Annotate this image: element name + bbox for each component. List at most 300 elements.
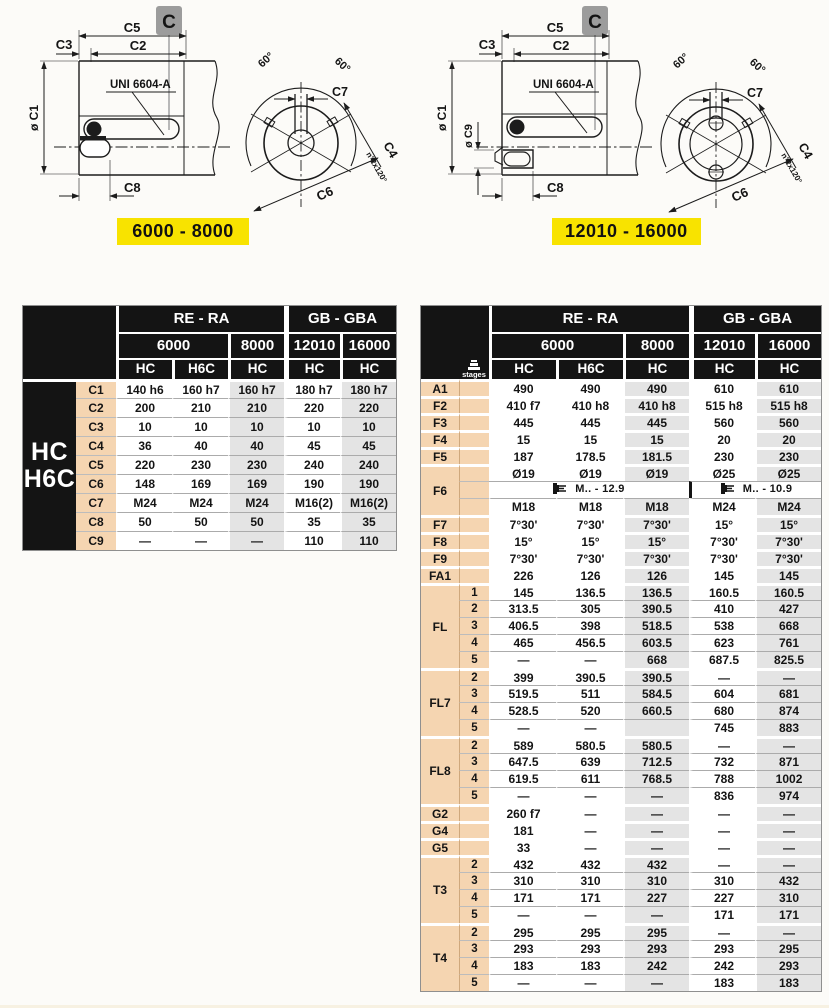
value-cell: 45	[284, 436, 340, 455]
row-label: F5	[421, 447, 459, 464]
size-header: 8000	[228, 332, 284, 358]
value-cell: 36	[116, 436, 172, 455]
value-cell: 432	[556, 855, 623, 872]
table-corner	[23, 306, 116, 379]
value-cell: 50	[116, 512, 172, 531]
value-cell: 668	[623, 651, 689, 668]
value-cell: 160.5	[689, 583, 755, 600]
row-label: C6	[76, 474, 116, 493]
stage-cell	[459, 532, 489, 549]
table-row	[421, 923, 821, 940]
table-row	[23, 379, 396, 398]
section-tag: C	[588, 12, 602, 33]
row-label: FL	[421, 583, 459, 668]
value-cell: 490	[556, 379, 623, 396]
table-row	[421, 651, 821, 668]
value-cell: 1002	[755, 770, 821, 787]
size-range-caption: 6000 - 8000	[117, 218, 249, 245]
value-cell: 313.5	[489, 600, 556, 617]
value-cell: Ø25	[689, 464, 755, 481]
value-cell: 611	[556, 770, 623, 787]
value-cell: M24	[172, 493, 228, 512]
value-cell: Ø19	[556, 464, 623, 481]
row-label: F4	[421, 430, 459, 447]
dim-note-c4: n°2x120°	[364, 150, 389, 185]
value-cell: 681	[755, 685, 821, 702]
row-label: A1	[421, 379, 459, 396]
value-cell: 171	[689, 906, 755, 923]
size-range-caption: 12010 - 16000	[552, 218, 701, 245]
table-row	[421, 481, 821, 498]
value-cell: —	[556, 804, 623, 821]
variant-header: HC	[489, 358, 556, 379]
keyway-standard-label: UNI 6604-A	[533, 79, 594, 91]
dim-label-c3: C3	[478, 37, 496, 52]
table-row	[23, 455, 396, 474]
row-label: G5	[421, 838, 459, 855]
value-cell: 410 f7	[489, 396, 556, 413]
value-cell: —	[755, 923, 821, 940]
row-label: FL8	[421, 736, 459, 804]
value-cell: 310	[689, 872, 755, 889]
value-cell: —	[689, 838, 755, 855]
table-row	[421, 396, 821, 413]
value-cell: 160 h7	[228, 379, 284, 398]
table-row	[23, 417, 396, 436]
table-row	[421, 702, 821, 719]
value-cell: 15°	[489, 532, 556, 549]
value-cell: 178.5	[556, 447, 623, 464]
bolt-icon	[553, 483, 566, 498]
row-label: FL7	[421, 668, 459, 736]
table-row	[23, 531, 396, 550]
value-cell: Ø25	[755, 464, 821, 481]
value-cell: 619.5	[489, 770, 556, 787]
value-cell: 465	[489, 634, 556, 651]
variant-header: H6C	[172, 358, 228, 379]
value-cell: 10	[228, 417, 284, 436]
variant-header: HC	[116, 358, 172, 379]
row-label: F7	[421, 515, 459, 532]
value-cell: 15	[556, 430, 623, 447]
value-cell	[623, 719, 689, 736]
value-cell: M16(2)	[340, 493, 396, 512]
value-cell: 7°30'	[556, 515, 623, 532]
value-cell: —	[623, 906, 689, 923]
value-cell: 295	[489, 923, 556, 940]
row-label: C5	[76, 455, 116, 474]
table-row	[421, 940, 821, 957]
row-label: C7	[76, 493, 116, 512]
value-cell: —	[755, 736, 821, 753]
table-row	[421, 379, 821, 396]
value-cell: 874	[755, 702, 821, 719]
value-cell: 528.5	[489, 702, 556, 719]
col-group-re-ra: RE - RA	[489, 306, 689, 332]
stage-cell	[459, 566, 489, 583]
value-cell: —	[172, 531, 228, 550]
value-cell: 293	[556, 940, 623, 957]
value-cell: 293	[689, 940, 755, 957]
end-view	[661, 82, 796, 212]
value-cell: —	[689, 668, 755, 685]
row-label: C3	[76, 417, 116, 436]
value-cell: Ø19	[489, 464, 556, 481]
table-row	[421, 855, 821, 872]
value-cell: 180 h7	[340, 379, 396, 398]
table-row	[23, 436, 396, 455]
stage-cell: 2	[459, 923, 489, 940]
row-label: F8	[421, 532, 459, 549]
keyway-standard-label: UNI 6604-A	[110, 79, 171, 91]
stage-cell: 2	[459, 855, 489, 872]
value-cell: 445	[489, 413, 556, 430]
value-cell: 260 f7	[489, 804, 556, 821]
row-label: C2	[76, 398, 116, 417]
col-group-gb-gba: GB - GBA	[689, 306, 821, 332]
shaft-drawing-12010-16000	[424, 2, 824, 216]
table-row	[421, 600, 821, 617]
stage-cell	[459, 379, 489, 396]
value-cell: 538	[689, 617, 755, 634]
dim-label-c2: C2	[552, 38, 570, 53]
value-cell: 240	[340, 455, 396, 474]
row-label: C4	[76, 436, 116, 455]
table-row	[421, 566, 821, 583]
table-row	[421, 532, 821, 549]
value-cell: 518.5	[623, 617, 689, 634]
value-cell: —	[556, 787, 623, 804]
table-row	[23, 474, 396, 493]
value-cell: 35	[284, 512, 340, 531]
stage-cell: 1	[459, 583, 489, 600]
table-row	[421, 753, 821, 770]
stage-cell: 4	[459, 634, 489, 651]
value-cell: 210	[172, 398, 228, 417]
bolt-class-text: M.. - 12.9	[575, 483, 625, 496]
dim-label-c8: C8	[547, 180, 564, 195]
value-cell: 768.5	[623, 770, 689, 787]
row-label: G2	[421, 804, 459, 821]
value-cell: M24	[228, 493, 284, 512]
stage-cell: 3	[459, 685, 489, 702]
row-label: F9	[421, 549, 459, 566]
stage-cell: 2	[459, 736, 489, 753]
value-cell: 242	[689, 957, 755, 974]
table-row	[421, 838, 821, 855]
value-cell: —	[623, 804, 689, 821]
table-row	[421, 804, 821, 821]
value-cell: 50	[228, 512, 284, 531]
stage-cell: 2	[459, 668, 489, 685]
value-cell: 242	[623, 957, 689, 974]
value-cell: 10	[116, 417, 172, 436]
value-cell: 183	[556, 957, 623, 974]
side-view	[448, 6, 655, 201]
dim-label-c5: C5	[123, 20, 141, 35]
value-cell: 171	[755, 906, 821, 923]
value-cell: 788	[689, 770, 755, 787]
value-cell: —	[689, 923, 755, 940]
value-cell: —	[755, 804, 821, 821]
value-cell: 136.5	[623, 583, 689, 600]
stage-cell: 3	[459, 940, 489, 957]
value-cell: 7°30'	[755, 532, 821, 549]
value-cell: 647.5	[489, 753, 556, 770]
value-cell: 390.5	[623, 668, 689, 685]
size-header: 12010	[689, 332, 755, 358]
stage-cell: 4	[459, 889, 489, 906]
value-cell: 580.5	[556, 736, 623, 753]
value-cell: 7°30'	[489, 515, 556, 532]
value-cell: 200	[116, 398, 172, 417]
value-cell: —	[489, 787, 556, 804]
bolt-class-cell	[489, 481, 689, 498]
hc-h6c-dimension-table	[22, 305, 397, 551]
value-cell: —	[755, 668, 821, 685]
table-row	[421, 821, 821, 838]
variant-header: H6C	[556, 358, 623, 379]
stage-cell	[459, 413, 489, 430]
value-cell: —	[556, 838, 623, 855]
value-cell: 126	[623, 566, 689, 583]
value-cell: —	[116, 531, 172, 550]
value-cell: 410 h8	[623, 396, 689, 413]
value-cell: 560	[689, 413, 755, 430]
flange-dimension-table	[420, 305, 822, 992]
value-cell: 20	[689, 430, 755, 447]
table-row	[23, 512, 396, 531]
table-row	[421, 515, 821, 532]
value-cell: 10	[340, 417, 396, 436]
table-row	[421, 413, 821, 430]
value-cell: —	[489, 651, 556, 668]
dim-label-c1: ø C1	[435, 104, 449, 132]
value-cell: 610	[755, 379, 821, 396]
angle-label-left: 60°	[255, 50, 277, 71]
dim-label-c4: C4	[795, 140, 816, 162]
value-cell: 7°30'	[623, 549, 689, 566]
value-cell: 445	[556, 413, 623, 430]
value-cell: 181.5	[623, 447, 689, 464]
size-header: 8000	[623, 332, 689, 358]
table-row	[421, 736, 821, 753]
value-cell: 761	[755, 634, 821, 651]
variant-header: HC	[340, 358, 396, 379]
value-cell: 110	[340, 531, 396, 550]
value-cell: 227	[623, 889, 689, 906]
stage-cell	[459, 838, 489, 855]
value-cell: 584.5	[623, 685, 689, 702]
value-cell: 33	[489, 838, 556, 855]
stage-cell	[459, 821, 489, 838]
table-row	[421, 617, 821, 634]
table-row	[23, 493, 396, 512]
value-cell: 10	[172, 417, 228, 436]
value-cell: 226	[489, 566, 556, 583]
stage-cell	[459, 549, 489, 566]
value-cell: M18	[556, 498, 623, 515]
value-cell: 295	[556, 923, 623, 940]
variant-header: HC	[284, 358, 340, 379]
value-cell: 305	[556, 600, 623, 617]
row-label: T4	[421, 923, 459, 991]
value-cell: —	[623, 974, 689, 991]
stage-cell: 5	[459, 719, 489, 736]
value-cell: 490	[623, 379, 689, 396]
value-cell: —	[556, 821, 623, 838]
value-cell: 310	[556, 872, 623, 889]
value-cell: 398	[556, 617, 623, 634]
table-row	[421, 685, 821, 702]
dim-label-c5: C5	[546, 20, 564, 35]
value-cell: 390.5	[623, 600, 689, 617]
col-group-re-ra: RE - RA	[116, 306, 284, 332]
value-cell: 50	[172, 512, 228, 531]
row-label: FA1	[421, 566, 459, 583]
value-cell: 410 h8	[556, 396, 623, 413]
variant-header: HC	[689, 358, 755, 379]
dim-label-c8: C8	[124, 180, 141, 195]
value-cell: 639	[556, 753, 623, 770]
value-cell: 145	[755, 566, 821, 583]
angle-label-left: 60°	[670, 51, 692, 72]
size-header: 16000	[340, 332, 396, 358]
value-cell: 183	[689, 974, 755, 991]
value-cell: 825.5	[755, 651, 821, 668]
value-cell: —	[556, 719, 623, 736]
stage-cell	[459, 498, 489, 515]
value-cell: 295	[755, 940, 821, 957]
value-cell: —	[228, 531, 284, 550]
table-row	[421, 464, 821, 481]
value-cell: —	[689, 736, 755, 753]
value-cell: 190	[340, 474, 396, 493]
value-cell: 456.5	[556, 634, 623, 651]
value-cell: —	[623, 821, 689, 838]
value-cell: 140 h6	[116, 379, 172, 398]
value-cell: —	[689, 804, 755, 821]
table-row	[421, 974, 821, 991]
value-cell: Ø19	[623, 464, 689, 481]
value-cell: 511	[556, 685, 623, 702]
table-row	[421, 770, 821, 787]
variant-header: HC	[228, 358, 284, 379]
row-label: G4	[421, 821, 459, 838]
value-cell: 295	[623, 923, 689, 940]
dim-label-c3: C3	[55, 37, 73, 52]
value-cell: 580.5	[623, 736, 689, 753]
value-cell: 169	[228, 474, 284, 493]
value-cell: —	[556, 651, 623, 668]
value-cell: 15°	[556, 532, 623, 549]
dim-label-c1: ø C1	[27, 104, 41, 132]
table-row	[421, 906, 821, 923]
dim-label-c6: C6	[314, 183, 336, 204]
value-cell: 515 h8	[755, 396, 821, 413]
value-cell: 7°30'	[623, 515, 689, 532]
row-label: C9	[76, 531, 116, 550]
row-label: C8	[76, 512, 116, 531]
table-row	[421, 498, 821, 515]
value-cell: M24	[689, 498, 755, 515]
value-cell: 227	[689, 889, 755, 906]
value-cell: —	[689, 821, 755, 838]
row-label: F6	[421, 464, 459, 515]
value-cell: —	[623, 787, 689, 804]
value-cell: 7°30'	[689, 532, 755, 549]
table-row	[421, 583, 821, 600]
angle-label-right: 60°	[746, 56, 768, 77]
value-cell: 445	[623, 413, 689, 430]
value-cell: 210	[228, 398, 284, 417]
value-cell: —	[755, 838, 821, 855]
value-cell: 515 h8	[689, 396, 755, 413]
stage-cell	[459, 430, 489, 447]
value-cell: 519.5	[489, 685, 556, 702]
value-cell: 110	[284, 531, 340, 550]
value-cell: 293	[489, 940, 556, 957]
dim-note-c4: n°2x120°	[779, 151, 804, 186]
value-cell: 310	[755, 889, 821, 906]
angle-label-right: 60°	[331, 55, 353, 76]
size-header: 6000	[489, 332, 623, 358]
table-row	[421, 634, 821, 651]
value-cell: 220	[284, 398, 340, 417]
value-cell: 160.5	[755, 583, 821, 600]
stage-cell	[459, 396, 489, 413]
stage-cell: 2	[459, 600, 489, 617]
stage-cell: 3	[459, 872, 489, 889]
value-cell: 183	[489, 957, 556, 974]
table-row	[23, 398, 396, 417]
table-row	[421, 549, 821, 566]
value-cell: 230	[172, 455, 228, 474]
value-cell: 160 h7	[172, 379, 228, 398]
stage-cell	[459, 447, 489, 464]
row-label: C1	[76, 379, 116, 398]
value-cell: 45	[340, 436, 396, 455]
value-cell: 136.5	[556, 583, 623, 600]
dim-label-c4: C4	[380, 139, 401, 161]
section-tag: C	[162, 12, 176, 33]
table-row	[421, 447, 821, 464]
value-cell: 230	[228, 455, 284, 474]
value-cell: 145	[689, 566, 755, 583]
value-cell: 490	[489, 379, 556, 396]
value-cell: 7°30'	[689, 549, 755, 566]
value-cell: 610	[689, 379, 755, 396]
value-cell: 623	[689, 634, 755, 651]
side-label-hc-h6c: HC H6C	[23, 379, 76, 550]
value-cell: —	[623, 838, 689, 855]
value-cell: 604	[689, 685, 755, 702]
value-cell: 190	[284, 474, 340, 493]
dim-label-c9: ø C9	[463, 124, 475, 148]
shaft-drawing-6000-8000	[14, 2, 412, 216]
stage-cell	[459, 481, 489, 498]
value-cell: 293	[755, 957, 821, 974]
value-cell: 745	[689, 719, 755, 736]
value-cell: —	[755, 855, 821, 872]
value-cell: 171	[489, 889, 556, 906]
value-cell: M24	[116, 493, 172, 512]
value-cell: 171	[556, 889, 623, 906]
stage-cell: 3	[459, 617, 489, 634]
bolt-class-cell	[689, 481, 821, 498]
row-label: F2	[421, 396, 459, 413]
value-cell: 20	[755, 430, 821, 447]
